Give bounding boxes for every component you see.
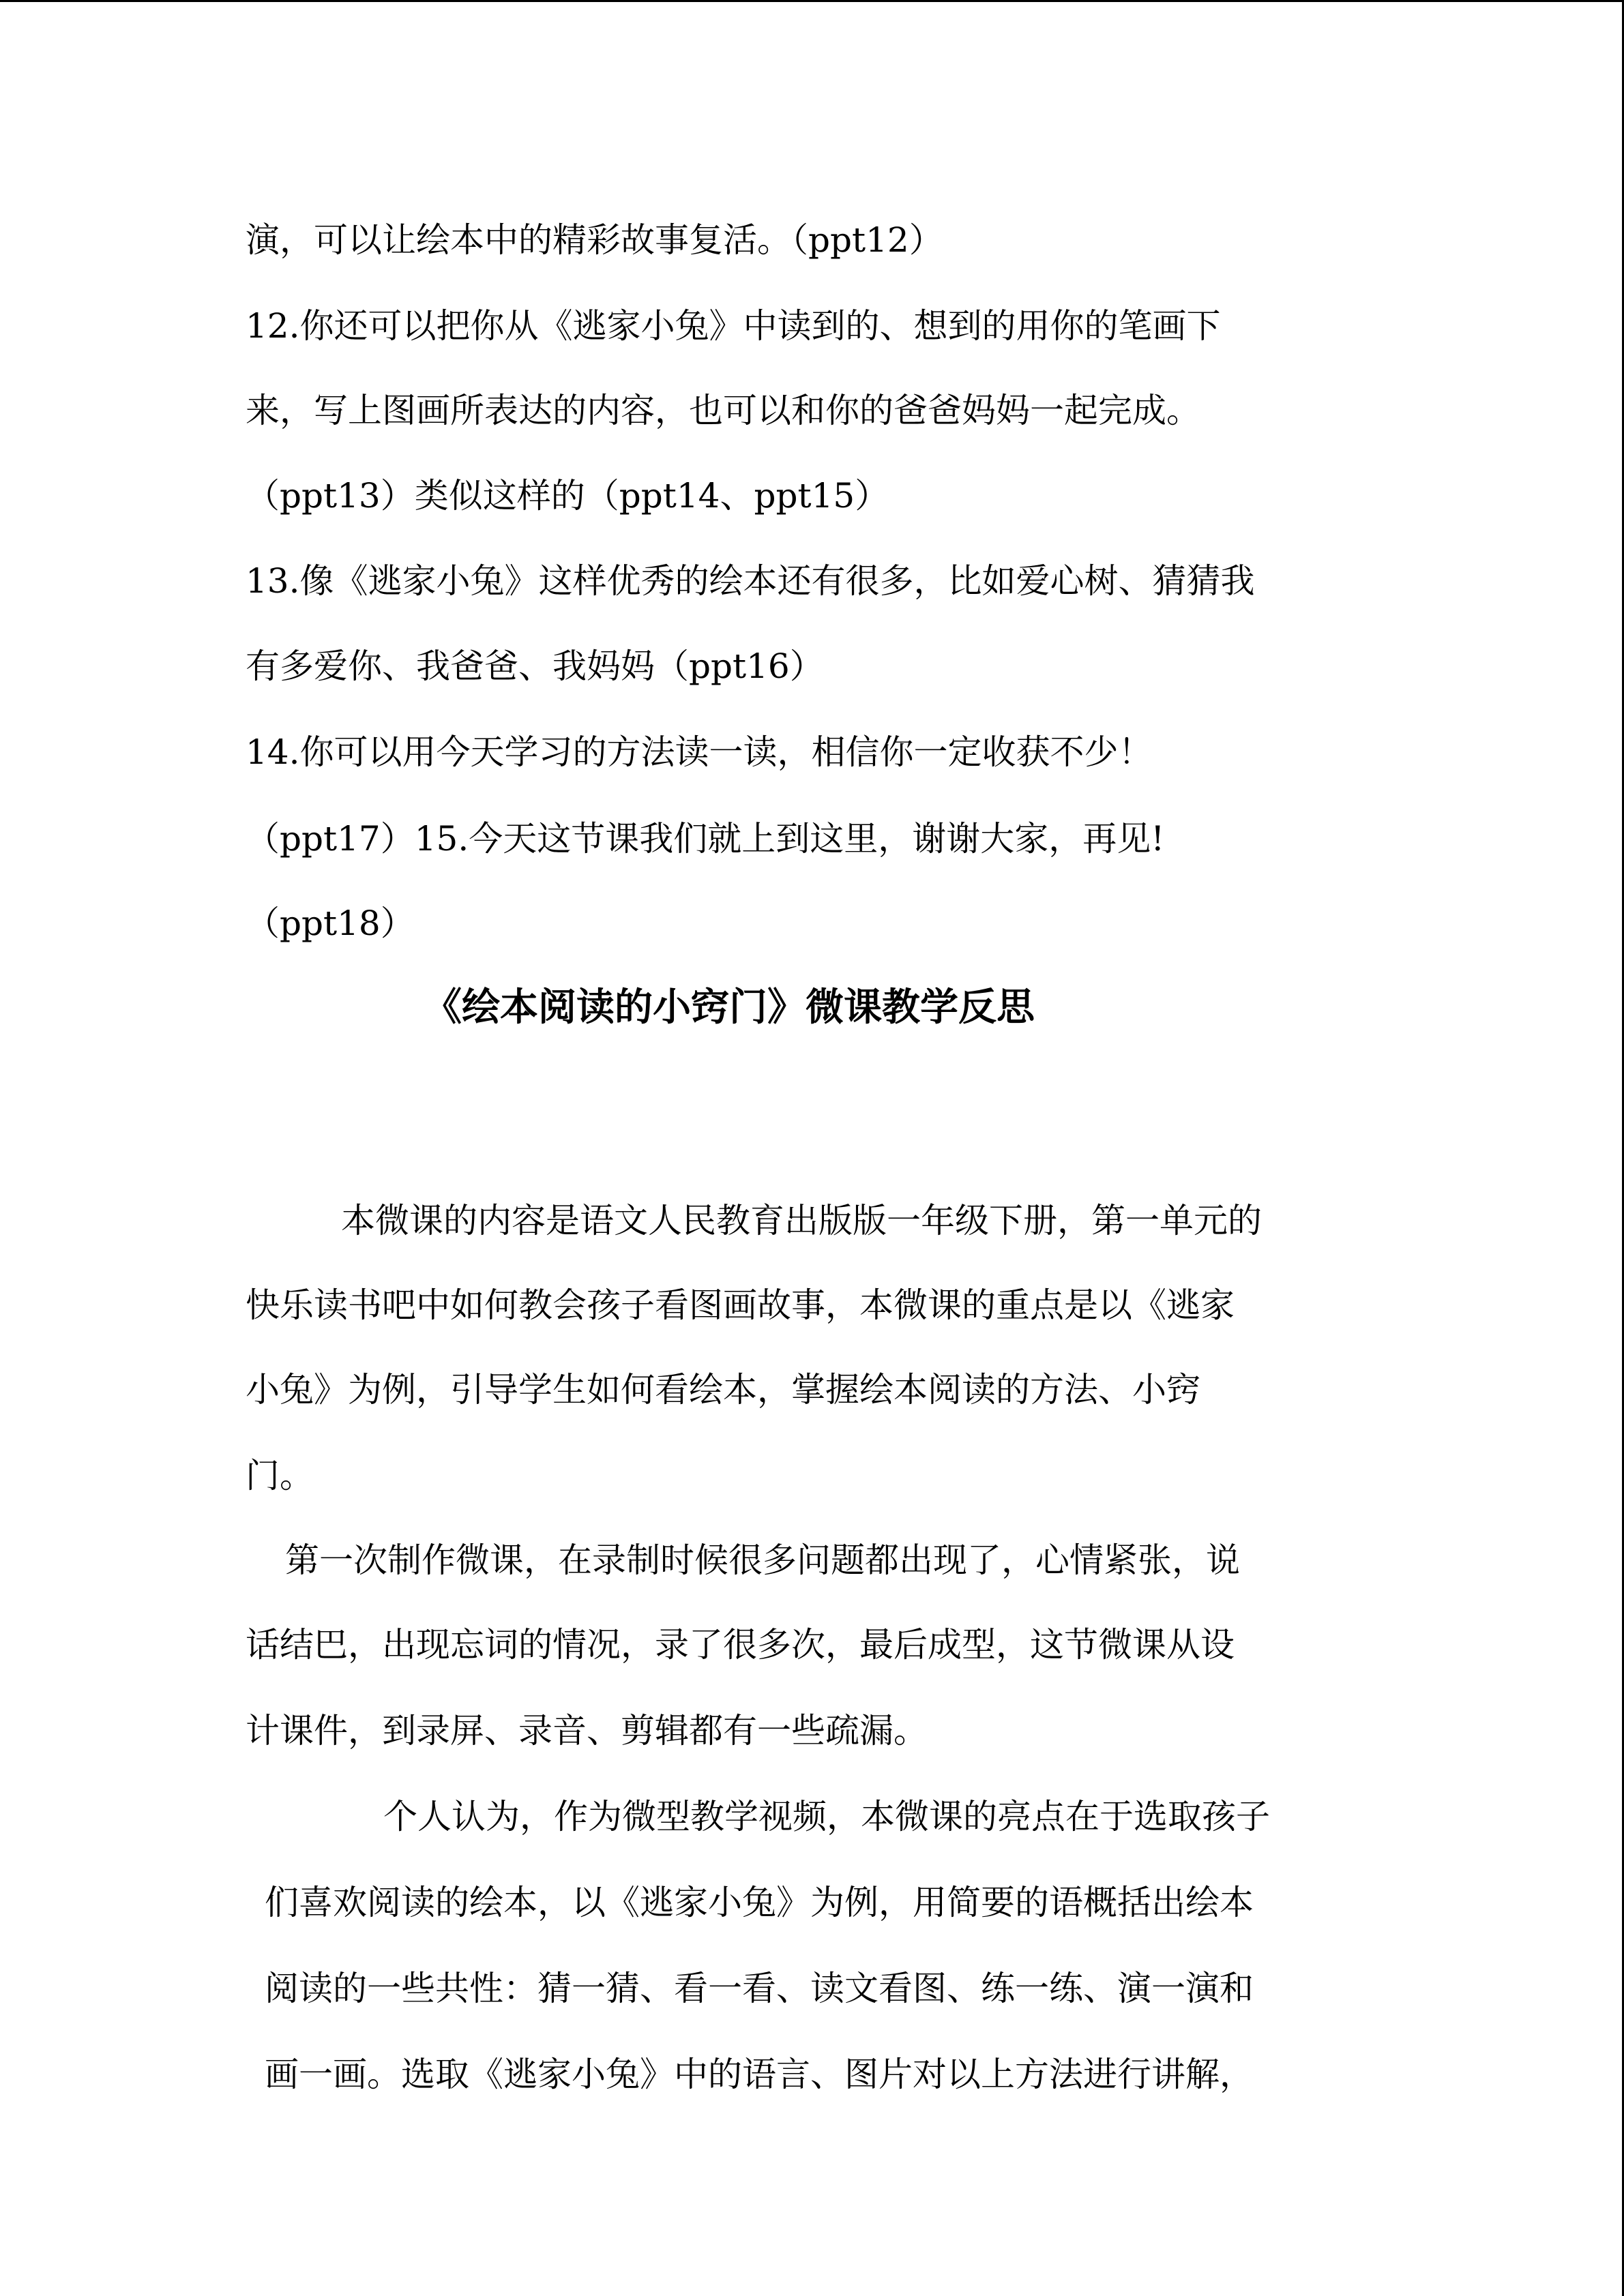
text-line: 有多爱你、我爸爸、我妈妈（ppt16） (246, 646, 824, 686)
text-line: 快乐读书吧中如何教会孩子看图画故事，本微课的重点是以《逃家 (246, 1285, 1235, 1325)
text-line: 计课件，到录屏、录音、剪辑都有一些疏漏。 (246, 1711, 928, 1750)
text-line: （ppt13）类似这样的（ppt14、ppt15） (246, 476, 889, 516)
text-line: 小兔》为例，引导学生如何看绘本，掌握绘本阅读的方法、小窍 (246, 1370, 1200, 1410)
text-line: （ppt17）15.今天这节课我们就上到这里，谢谢大家，再见! (246, 819, 1165, 859)
text-line: 12.你还可以把你从《逃家小兔》中读到的、想到的用你的笔画下 (246, 306, 1221, 346)
paragraph-first-line: 个人认为，作为微型教学视频，本微课的亮点在于选取孩子 (383, 1797, 1270, 1836)
paragraph-first-line: 第一次制作微课，在录制时候很多问题都出现了，心情紧张，说 (285, 1540, 1240, 1580)
text-line: 阅读的一些共性：猜一猜、看一看、读文看图、练一练、演一演和 (265, 1969, 1254, 2008)
section-heading: 《绘本阅读的小窍门》微课教学反思 (424, 985, 1035, 1030)
text-line: 话结巴，出现忘词的情况，录了很多次，最后成型，这节微课从设 (246, 1625, 1235, 1665)
text-line: 来，写上图画所表达的内容，也可以和你的爸爸妈妈一起完成。 (246, 391, 1200, 430)
text-line: 14.你可以用今天学习的方法读一读，相信你一定收获不少！ (246, 732, 1153, 772)
text-line: （ppt18） (246, 904, 415, 943)
text-line: 13.像《逃家小兔》这样优秀的绘本还有很多，比如爱心树、猜猜我 (246, 561, 1255, 601)
text-line: 演，可以让绘本中的精彩故事复活。（ppt12） (246, 220, 943, 260)
text-line: 画一画。选取《逃家小兔》中的语言、图片对以上方法进行讲解， (265, 2055, 1254, 2094)
text-line: 们喜欢阅读的绘本，以《逃家小兔》为例，用简要的语概括出绘本 (265, 1883, 1254, 1922)
paragraph-first-line: 本微课的内容是语文人民教育出版版一年级下册，第一单元的 (341, 1201, 1262, 1240)
text-line: 门。 (246, 1456, 314, 1495)
